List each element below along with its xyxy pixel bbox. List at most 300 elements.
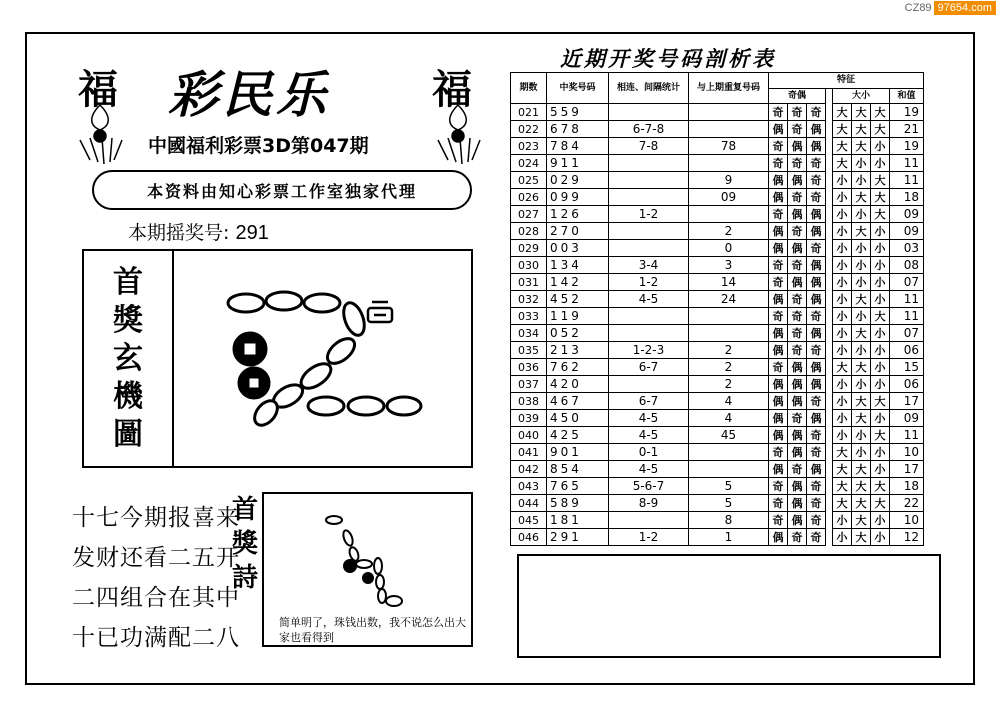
table-row xyxy=(511,308,924,325)
oddeven-cell: 偶 xyxy=(769,529,788,546)
oddeven-cell: 奇 xyxy=(769,495,788,512)
table-row xyxy=(511,461,924,478)
oddeven-cell: 偶 xyxy=(807,410,826,427)
oddeven-cell: 奇 xyxy=(807,104,826,121)
oddeven-cell: 奇 xyxy=(769,444,788,461)
oddeven-cell: 偶 xyxy=(769,410,788,427)
bigsmall-cell: 大 xyxy=(852,512,871,529)
issue-cell: 023 xyxy=(511,138,547,155)
issue-cell: 022 xyxy=(511,121,547,138)
oddeven-cell: 偶 xyxy=(807,274,826,291)
oddeven-cell: 奇 xyxy=(788,257,807,274)
oddeven-cell: 偶 xyxy=(769,461,788,478)
bigsmall-cell: 大 xyxy=(833,121,852,138)
puzzle-label-char: 圖 xyxy=(113,416,143,452)
header-adjacent: 相连、间隔统计 xyxy=(609,73,689,104)
oddeven-cell: 奇 xyxy=(769,308,788,325)
bigsmall-cell: 大 xyxy=(852,529,871,546)
repeat-cell: 1 xyxy=(689,529,769,546)
gap-cell xyxy=(826,104,833,121)
oddeven-cell: 奇 xyxy=(788,325,807,342)
oddeven-cell: 偶 xyxy=(807,121,826,138)
oddeven-cell: 偶 xyxy=(807,206,826,223)
sum-cell: 03 xyxy=(890,240,924,257)
draw-label: 本期摇奖号: xyxy=(128,222,230,244)
bigsmall-cell: 小 xyxy=(871,257,890,274)
bigsmall-cell: 小 xyxy=(871,138,890,155)
gap-cell xyxy=(826,240,833,257)
sum-cell: 19 xyxy=(890,138,924,155)
oddeven-cell: 奇 xyxy=(807,393,826,410)
watermark-site: 97654.com xyxy=(934,1,996,15)
gap-cell xyxy=(826,342,833,359)
adjacent-cell: 4-5 xyxy=(609,410,689,427)
oddeven-cell: 偶 xyxy=(769,172,788,189)
table-row xyxy=(511,393,924,410)
table-row xyxy=(511,274,924,291)
number-cell: 452 xyxy=(547,291,609,308)
oddeven-cell: 奇 xyxy=(807,172,826,189)
table-title: 近期开奖号码剖析表 xyxy=(560,46,776,71)
header-bigsmall: 大小 xyxy=(833,88,890,104)
oddeven-cell: 偶 xyxy=(769,342,788,359)
bigsmall-cell: 大 xyxy=(852,138,871,155)
oddeven-cell: 奇 xyxy=(788,291,807,308)
gap-cell xyxy=(826,172,833,189)
bigsmall-cell: 大 xyxy=(852,325,871,342)
issue-cell: 026 xyxy=(511,189,547,206)
bigsmall-cell: 小 xyxy=(852,342,871,359)
gap-cell xyxy=(826,461,833,478)
issue-cell: 037 xyxy=(511,376,547,393)
oddeven-cell: 奇 xyxy=(807,478,826,495)
bigsmall-cell: 小 xyxy=(871,444,890,461)
repeat-cell xyxy=(689,461,769,478)
poem-title-char: 獎 xyxy=(231,529,258,559)
number-cell: 589 xyxy=(547,495,609,512)
oddeven-cell: 奇 xyxy=(788,104,807,121)
adjacent-cell: 6-7-8 xyxy=(609,121,689,138)
table-header-row xyxy=(511,73,924,89)
bigsmall-cell: 大 xyxy=(871,189,890,206)
header-gap xyxy=(826,88,833,104)
bigsmall-cell: 小 xyxy=(833,223,852,240)
bigsmall-cell: 小 xyxy=(833,376,852,393)
gap-cell xyxy=(826,410,833,427)
number-cell: 126 xyxy=(547,206,609,223)
bigsmall-cell: 小 xyxy=(871,240,890,257)
issue-cell: 038 xyxy=(511,393,547,410)
issue-cell: 042 xyxy=(511,461,547,478)
gap-cell xyxy=(826,223,833,240)
bigsmall-cell: 小 xyxy=(852,240,871,257)
bigsmall-cell: 小 xyxy=(833,274,852,291)
bigsmall-cell: 大 xyxy=(833,444,852,461)
fu-character-left: 福 xyxy=(78,66,118,113)
number-cell: 003 xyxy=(547,240,609,257)
oddeven-cell: 偶 xyxy=(788,495,807,512)
adjacent-cell: 5-6-7 xyxy=(609,478,689,495)
gap-cell xyxy=(826,376,833,393)
bigsmall-cell: 小 xyxy=(852,274,871,291)
adjacent-cell: 7-8 xyxy=(609,138,689,155)
issue-cell: 034 xyxy=(511,325,547,342)
puzzle-label-char: 玄 xyxy=(113,340,143,376)
issue-cell: 039 xyxy=(511,410,547,427)
number-cell: 270 xyxy=(547,223,609,240)
oddeven-cell: 偶 xyxy=(788,478,807,495)
oddeven-cell: 偶 xyxy=(807,291,826,308)
oddeven-cell: 偶 xyxy=(807,257,826,274)
gap-cell xyxy=(826,393,833,410)
repeat-cell: 45 xyxy=(689,427,769,444)
gap-cell xyxy=(826,359,833,376)
poem-line: 十七今期报喜来 xyxy=(72,505,240,531)
table-row xyxy=(511,512,924,529)
issue-subtitle: 中國福利彩票3D第047期 xyxy=(148,135,369,157)
issue-cell: 029 xyxy=(511,240,547,257)
gap-cell xyxy=(826,121,833,138)
oddeven-cell: 奇 xyxy=(807,240,826,257)
number-cell: 425 xyxy=(547,427,609,444)
bigsmall-cell: 小 xyxy=(833,189,852,206)
adjacent-cell: 4-5 xyxy=(609,427,689,444)
bigsmall-cell: 小 xyxy=(871,410,890,427)
adjacent-cell: 4-5 xyxy=(609,291,689,308)
sum-cell: 17 xyxy=(890,393,924,410)
repeat-cell: 9 xyxy=(689,172,769,189)
notes-box xyxy=(517,554,941,658)
repeat-cell xyxy=(689,206,769,223)
oddeven-cell: 偶 xyxy=(807,461,826,478)
oddeven-cell: 奇 xyxy=(769,206,788,223)
issue-cell: 040 xyxy=(511,427,547,444)
oddeven-cell: 奇 xyxy=(807,308,826,325)
bigsmall-cell: 小 xyxy=(852,427,871,444)
gap-cell xyxy=(826,155,833,172)
table-row xyxy=(511,359,924,376)
bigsmall-cell: 小 xyxy=(852,155,871,172)
header-sum: 和值 xyxy=(890,88,924,104)
hint-image-box xyxy=(262,492,473,647)
adjacent-cell: 1-2-3 xyxy=(609,342,689,359)
table-row xyxy=(511,206,924,223)
oddeven-cell: 奇 xyxy=(769,257,788,274)
number-cell: 901 xyxy=(547,444,609,461)
number-cell: 181 xyxy=(547,512,609,529)
issue-cell: 031 xyxy=(511,274,547,291)
puzzle-label-char: 首 xyxy=(113,264,143,300)
sum-cell: 11 xyxy=(890,172,924,189)
number-cell: 762 xyxy=(547,359,609,376)
poem-line: 十已功满配二八 xyxy=(72,625,240,651)
prize-puzzle-box xyxy=(82,249,473,468)
bigsmall-cell: 小 xyxy=(833,291,852,308)
repeat-cell xyxy=(689,104,769,121)
issue-cell: 024 xyxy=(511,155,547,172)
repeat-cell xyxy=(689,325,769,342)
coin-puzzle-image xyxy=(176,251,471,466)
bigsmall-cell: 大 xyxy=(833,104,852,121)
sum-cell: 18 xyxy=(890,189,924,206)
bigsmall-cell: 大 xyxy=(852,359,871,376)
bigsmall-cell: 小 xyxy=(871,342,890,359)
sum-cell: 11 xyxy=(890,155,924,172)
bigsmall-cell: 小 xyxy=(852,308,871,325)
bigsmall-cell: 小 xyxy=(833,410,852,427)
bigsmall-cell: 大 xyxy=(833,478,852,495)
bigsmall-cell: 小 xyxy=(871,274,890,291)
puzzle-label-char: 獎 xyxy=(113,302,143,338)
bigsmall-cell: 大 xyxy=(852,393,871,410)
oddeven-cell: 奇 xyxy=(788,410,807,427)
sum-cell: 18 xyxy=(890,478,924,495)
bigsmall-cell: 大 xyxy=(852,478,871,495)
bigsmall-cell: 小 xyxy=(852,257,871,274)
repeat-cell xyxy=(689,121,769,138)
issue-cell: 028 xyxy=(511,223,547,240)
sum-cell: 12 xyxy=(890,529,924,546)
gap-cell xyxy=(826,529,833,546)
table-row xyxy=(511,376,924,393)
oddeven-cell: 偶 xyxy=(769,121,788,138)
bigsmall-cell: 大 xyxy=(871,104,890,121)
agency-banner: 本资料由知心彩票工作室独家代理 xyxy=(92,170,472,210)
sum-cell: 10 xyxy=(890,444,924,461)
repeat-cell: 14 xyxy=(689,274,769,291)
table-row xyxy=(511,240,924,257)
oddeven-cell: 偶 xyxy=(769,376,788,393)
sum-cell: 07 xyxy=(890,325,924,342)
bigsmall-cell: 小 xyxy=(833,172,852,189)
oddeven-cell: 偶 xyxy=(807,223,826,240)
number-cell: 029 xyxy=(547,172,609,189)
bigsmall-cell: 小 xyxy=(871,223,890,240)
bigsmall-cell: 大 xyxy=(871,308,890,325)
sum-cell: 09 xyxy=(890,410,924,427)
draw-number-line xyxy=(128,218,269,245)
oddeven-cell: 偶 xyxy=(807,359,826,376)
sum-cell: 19 xyxy=(890,104,924,121)
table-row xyxy=(511,495,924,512)
repeat-cell: 78 xyxy=(689,138,769,155)
number-cell: 559 xyxy=(547,104,609,121)
gap-cell xyxy=(826,308,833,325)
adjacent-cell xyxy=(609,189,689,206)
oddeven-cell: 偶 xyxy=(769,240,788,257)
adjacent-cell xyxy=(609,155,689,172)
repeat-cell: 0 xyxy=(689,240,769,257)
repeat-cell: 4 xyxy=(689,393,769,410)
oddeven-cell: 偶 xyxy=(788,444,807,461)
adjacent-cell xyxy=(609,325,689,342)
gap-cell xyxy=(826,427,833,444)
oddeven-cell: 奇 xyxy=(788,189,807,206)
table-row xyxy=(511,104,924,121)
repeat-cell: 3 xyxy=(689,257,769,274)
oddeven-cell: 奇 xyxy=(807,189,826,206)
bigsmall-cell: 大 xyxy=(852,189,871,206)
oddeven-cell: 奇 xyxy=(807,427,826,444)
issue-cell: 046 xyxy=(511,529,547,546)
issue-cell: 045 xyxy=(511,512,547,529)
issue-cell: 033 xyxy=(511,308,547,325)
number-cell: 784 xyxy=(547,138,609,155)
bigsmall-cell: 小 xyxy=(871,155,890,172)
sum-cell: 06 xyxy=(890,342,924,359)
adjacent-cell: 4-5 xyxy=(609,461,689,478)
bigsmall-cell: 大 xyxy=(852,461,871,478)
oddeven-cell: 奇 xyxy=(807,495,826,512)
sum-cell: 06 xyxy=(890,376,924,393)
header-repeat: 与上期重复号码 xyxy=(689,73,769,104)
adjacent-cell xyxy=(609,512,689,529)
repeat-cell: 2 xyxy=(689,359,769,376)
adjacent-cell: 1-2 xyxy=(609,206,689,223)
number-cell: 450 xyxy=(547,410,609,427)
adjacent-cell xyxy=(609,240,689,257)
table-row xyxy=(511,291,924,308)
oddeven-cell: 奇 xyxy=(807,444,826,461)
oddeven-cell: 奇 xyxy=(807,529,826,546)
sum-cell: 08 xyxy=(890,257,924,274)
oddeven-cell: 奇 xyxy=(769,274,788,291)
bigsmall-cell: 大 xyxy=(852,104,871,121)
header-features: 特征 xyxy=(769,73,924,89)
repeat-cell xyxy=(689,155,769,172)
oddeven-cell: 奇 xyxy=(788,342,807,359)
table-row xyxy=(511,478,924,495)
oddeven-cell: 奇 xyxy=(769,512,788,529)
bigsmall-cell: 大 xyxy=(852,121,871,138)
poem-title-char: 詩 xyxy=(231,563,258,593)
bigsmall-cell: 小 xyxy=(833,427,852,444)
adjacent-cell: 1-2 xyxy=(609,529,689,546)
bigsmall-cell: 小 xyxy=(871,376,890,393)
oddeven-cell: 偶 xyxy=(788,206,807,223)
adjacent-cell: 1-2 xyxy=(609,274,689,291)
gap-cell xyxy=(826,325,833,342)
draw-history-table xyxy=(510,72,924,546)
bigsmall-cell: 大 xyxy=(833,155,852,172)
table-row xyxy=(511,121,924,138)
sum-cell: 11 xyxy=(890,291,924,308)
oddeven-cell: 偶 xyxy=(769,427,788,444)
puzzle-label xyxy=(84,251,174,466)
adjacent-cell xyxy=(609,104,689,121)
bigsmall-cell: 大 xyxy=(852,495,871,512)
bigsmall-cell: 小 xyxy=(871,512,890,529)
oddeven-cell: 偶 xyxy=(769,291,788,308)
bigsmall-cell: 小 xyxy=(852,206,871,223)
gap-cell xyxy=(826,274,833,291)
number-cell: 134 xyxy=(547,257,609,274)
gap-cell xyxy=(826,257,833,274)
oddeven-cell: 奇 xyxy=(788,308,807,325)
oddeven-cell: 偶 xyxy=(788,240,807,257)
gap-cell xyxy=(826,512,833,529)
bead-hint-image xyxy=(304,506,424,616)
fu-character-right: 福 xyxy=(432,66,472,113)
adjacent-cell: 6-7 xyxy=(609,393,689,410)
table-row xyxy=(511,189,924,206)
issue-cell: 041 xyxy=(511,444,547,461)
oddeven-cell: 奇 xyxy=(769,104,788,121)
sum-cell: 07 xyxy=(890,274,924,291)
table-row xyxy=(511,342,924,359)
sum-cell: 11 xyxy=(890,308,924,325)
gap-cell xyxy=(826,444,833,461)
adjacent-cell: 0-1 xyxy=(609,444,689,461)
bigsmall-cell: 大 xyxy=(871,393,890,410)
draw-number: 291 xyxy=(235,222,269,244)
number-cell: 420 xyxy=(547,376,609,393)
table-row xyxy=(511,138,924,155)
bigsmall-cell: 小 xyxy=(833,240,852,257)
oddeven-cell: 奇 xyxy=(807,342,826,359)
adjacent-cell xyxy=(609,376,689,393)
bigsmall-cell: 小 xyxy=(833,308,852,325)
adjacent-cell: 6-7 xyxy=(609,359,689,376)
gap-cell xyxy=(826,478,833,495)
adjacent-cell: 8-9 xyxy=(609,495,689,512)
repeat-cell: 5 xyxy=(689,478,769,495)
repeat-cell: 2 xyxy=(689,223,769,240)
gap-cell xyxy=(826,495,833,512)
bigsmall-cell: 大 xyxy=(833,461,852,478)
number-cell: 911 xyxy=(547,155,609,172)
adjacent-cell xyxy=(609,172,689,189)
number-cell: 099 xyxy=(547,189,609,206)
bigsmall-cell: 小 xyxy=(871,325,890,342)
table-row xyxy=(511,529,924,546)
table-row xyxy=(511,155,924,172)
bigsmall-cell: 大 xyxy=(871,478,890,495)
bigsmall-cell: 小 xyxy=(871,461,890,478)
oddeven-cell: 奇 xyxy=(769,138,788,155)
sum-cell: 11 xyxy=(890,427,924,444)
oddeven-cell: 奇 xyxy=(788,529,807,546)
oddeven-cell: 奇 xyxy=(807,512,826,529)
number-cell: 142 xyxy=(547,274,609,291)
number-cell: 765 xyxy=(547,478,609,495)
oddeven-cell: 偶 xyxy=(807,376,826,393)
oddeven-cell: 奇 xyxy=(788,223,807,240)
prize-poem xyxy=(72,498,240,658)
poem-line: 二四组合在其中 xyxy=(72,585,240,611)
bigsmall-cell: 小 xyxy=(871,359,890,376)
bigsmall-cell: 小 xyxy=(833,325,852,342)
adjacent-cell xyxy=(609,223,689,240)
number-cell: 119 xyxy=(547,308,609,325)
repeat-cell xyxy=(689,444,769,461)
issue-cell: 025 xyxy=(511,172,547,189)
oddeven-cell: 偶 xyxy=(769,189,788,206)
page-title: 彩民乐 xyxy=(168,65,330,124)
bigsmall-cell: 小 xyxy=(871,529,890,546)
sum-cell: 17 xyxy=(890,461,924,478)
oddeven-cell: 偶 xyxy=(788,512,807,529)
issue-cell: 043 xyxy=(511,478,547,495)
bigsmall-cell: 小 xyxy=(833,206,852,223)
bigsmall-cell: 小 xyxy=(852,444,871,461)
issue-cell: 035 xyxy=(511,342,547,359)
bigsmall-cell: 大 xyxy=(833,138,852,155)
table-row xyxy=(511,223,924,240)
table-row xyxy=(511,427,924,444)
issue-cell: 036 xyxy=(511,359,547,376)
repeat-cell xyxy=(689,308,769,325)
